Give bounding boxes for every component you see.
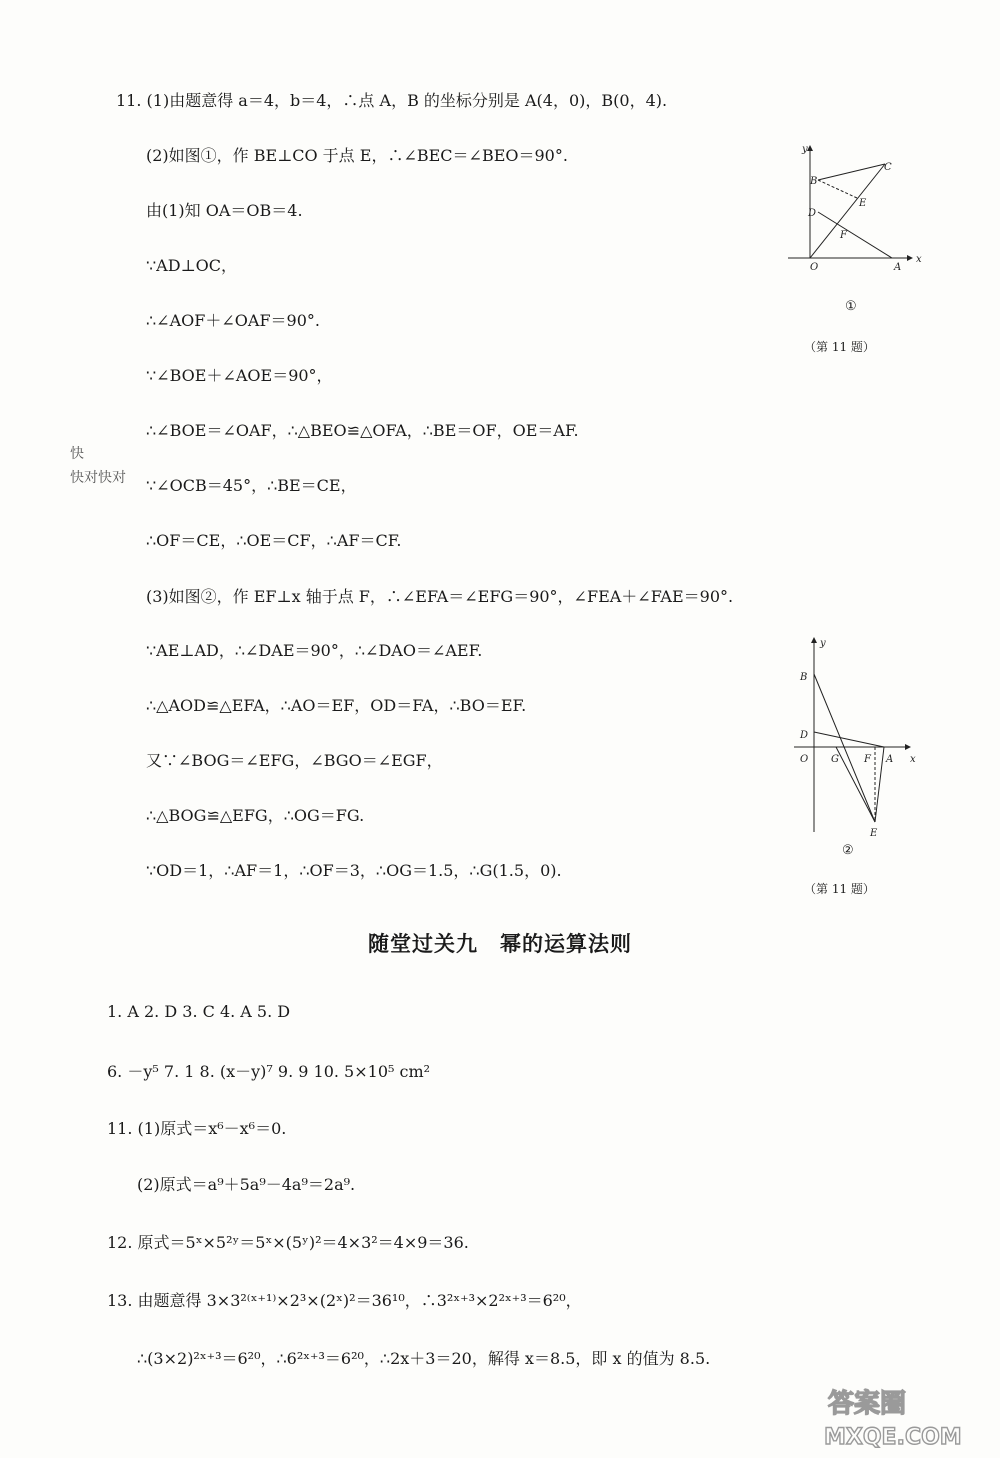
answer-11-part2-b: (2)原式＝a⁹＋5a⁹－4a⁹＝2a⁹.	[137, 1175, 356, 1194]
answer-11-part3-line4: 又∵∠BOG＝∠EFG，∠BGO＝∠EGF，	[146, 751, 443, 770]
figure-1-number: ①	[845, 299, 857, 314]
figure-2-number: ②	[842, 843, 854, 858]
figure-1	[780, 140, 930, 294]
answer-11-part3-line6: ∵OD＝1，∴AF＝1，∴OF＝3，∴OG＝1.5，∴G(1.5，0).	[146, 861, 562, 880]
fig2-label-b: B	[800, 672, 808, 683]
fig1-label-o: O	[810, 262, 819, 273]
answer-11-part2-line7: ∵∠OCB＝45°，∴BE＝CE，	[146, 476, 357, 495]
fig1-label-y: y	[802, 144, 808, 155]
stray-text-1: 快	[70, 446, 84, 462]
answer-13-line2: ∴(3×2)²ˣ⁺³＝6²⁰，∴6²ˣ⁺³＝6²⁰，∴2x＋3＝20，解得 x＝8.5，即 x 的值为 8.5.	[137, 1349, 711, 1368]
fig2-label-y: y	[820, 638, 826, 649]
answers-6-10: 6. －y⁵ 7. 1 8. (x－y)⁷ 9. 9 10. 5×10⁵ cm²	[107, 1062, 431, 1081]
fig1-label-a: A	[894, 262, 902, 273]
figure-2	[780, 632, 930, 856]
fig2-label-g: G	[831, 754, 839, 765]
answer-11-part2-line3: ∵AD⊥OC，	[146, 256, 237, 275]
fig2-line-ae	[875, 747, 884, 822]
answer-11-part3-line5: ∴△BOG≌△EFG，∴OG＝FG.	[146, 806, 365, 825]
fig1-line-bc	[818, 164, 885, 180]
watermark	[820, 1380, 990, 1450]
fig1-label-b: B	[810, 176, 818, 187]
answer-11-part2-line2: 由(1)知 OA＝OB＝4.	[146, 201, 303, 220]
fig2-label-f: F	[864, 754, 871, 765]
watermark-line2: MXQE.COM	[824, 1425, 962, 1450]
answer-11-part2-line1: (2)如图①，作 BE⊥CO 于点 E，∴∠BEC＝∠BEO＝90°.	[146, 146, 568, 165]
answer-11-part3-line2: ∵AE⊥AD，∴∠DAE＝90°，∴∠DAO＝∠AEF.	[146, 641, 483, 660]
fig2-label-e: E	[870, 828, 878, 839]
figure-1-caption: （第 11 题）	[804, 340, 875, 354]
watermark-line1: 答案圈	[828, 1389, 907, 1419]
answer-11-part1-b: 11. (1)原式＝x⁶－x⁶＝0.	[107, 1119, 287, 1138]
answer-11-part2-line4: ∴∠AOF＋∠OAF＝90°.	[146, 311, 320, 330]
fig1-label-e: E	[859, 198, 867, 209]
fig1-label-x: x	[916, 254, 922, 265]
fig1-label-f: F	[840, 230, 847, 241]
fig1-line-da	[818, 212, 892, 258]
fig1-label-c: C	[884, 162, 892, 173]
figure-2-caption: （第 11 题）	[804, 882, 875, 896]
fig2-line-da	[814, 732, 884, 747]
answer-11-part2-line5: ∵∠BOE＋∠AOE＝90°，	[146, 366, 333, 385]
fig2-label-o: O	[800, 754, 809, 765]
fig1-line-be	[818, 180, 857, 198]
section-title: 随堂过关九 幂的运算法则	[368, 932, 632, 956]
fig1-line-oc	[810, 164, 885, 258]
fig2-label-x: x	[910, 754, 916, 765]
fig1-label-d: D	[808, 208, 817, 219]
answer-12: 12. 原式＝5ˣ×5²ʸ＝5ˣ×(5ʸ)²＝4×3²＝4×9＝36.	[107, 1233, 469, 1252]
answer-11-part2-line8: ∴OF＝CE，∴OE＝CF，∴AF＝CF.	[146, 531, 402, 550]
answer-13-line1: 13. 由题意得 3×3²⁽ˣ⁺¹⁾×2³×(2ˣ)²＝36¹⁰，∴3²ˣ⁺³×2²ˣ⁺³＝6²⁰，	[107, 1291, 582, 1310]
answer-11-part3-line3: ∴△AOD≌△EFA，∴AO＝EF，OD＝FA，∴BO＝EF.	[146, 696, 527, 715]
fig2-label-d: D	[800, 730, 809, 741]
stray-margin-text	[70, 442, 126, 490]
answers-1-5: 1. A 2. D 3. C 4. A 5. D	[107, 1002, 291, 1021]
fig2-line-be	[814, 674, 875, 822]
answer-11-part3-line1: (3)如图②，作 EF⊥x 轴于点 F，∴∠EFA＝∠EFG＝90°，∠FEA＋∠FAE＝90°.	[146, 587, 734, 606]
answer-11-part1: 11. (1)由题意得 a＝4，b＝4，∴点 A，B 的坐标分别是 A(4，0)，B(0，4).	[116, 91, 668, 110]
answer-11-part2-line6: ∴∠BOE＝∠OAF，∴△BEO≌△OFA，∴BE＝OF，OE＝AF.	[146, 421, 579, 440]
stray-text-2: 快对快对	[70, 470, 126, 486]
fig2-label-a: A	[886, 754, 894, 765]
